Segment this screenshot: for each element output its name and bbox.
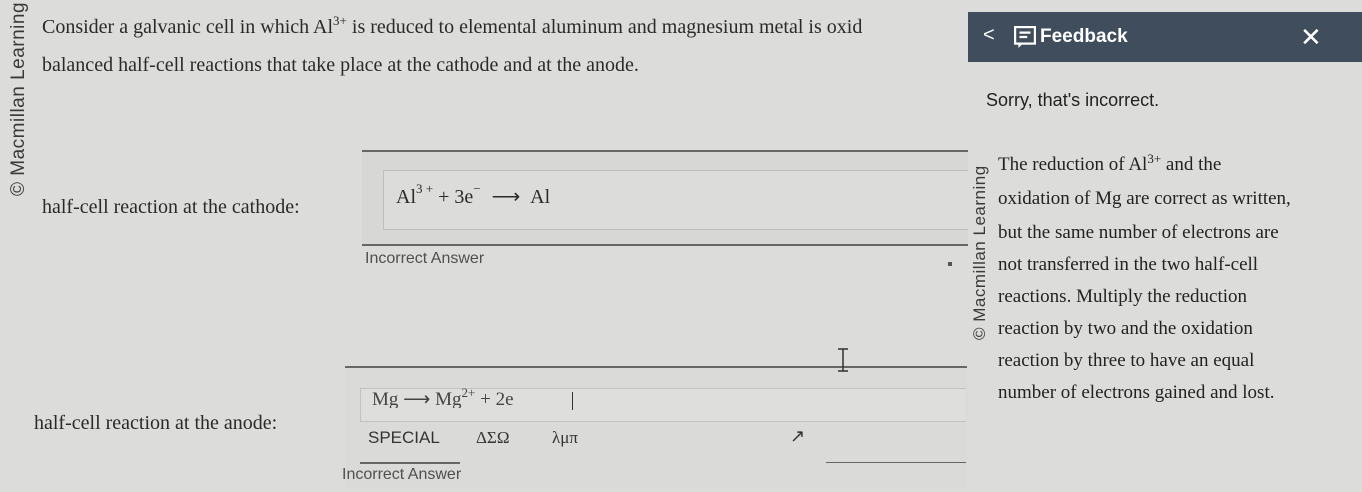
anode-equation bbox=[372, 388, 514, 408]
feedback-body-line-1 bbox=[998, 151, 1222, 176]
anode-left-divider bbox=[360, 462, 460, 464]
watermark-left: © Macmillan Learning bbox=[8, 1, 29, 196]
special-button[interactable]: SPECIAL bbox=[368, 428, 440, 447]
anode-status: Incorrect Answer bbox=[342, 466, 462, 483]
feedback-body-1a: The reduction of Al bbox=[998, 154, 1148, 175]
feedback-body-1b: and the bbox=[1165, 154, 1222, 175]
equation-toolbar bbox=[360, 420, 830, 462]
text-cursor bbox=[572, 392, 573, 410]
feedback-body-line-8: number of electrons gained and lost. bbox=[998, 382, 1275, 403]
ibeam-cursor-icon bbox=[837, 348, 849, 372]
toolbar-divider bbox=[826, 462, 966, 463]
cathode-status: Incorrect Answer bbox=[365, 250, 485, 267]
feedback-body-line-4: not transferred in the two half-cell bbox=[998, 254, 1259, 275]
anode-eq-partial: Mg ⟶ Mg bbox=[372, 389, 462, 408]
question-line-2: balanced half-cell reactions that take place at the cathode and at the anode. bbox=[42, 54, 639, 76]
feedback-body-line-6: reaction by two and the oxidation bbox=[998, 318, 1253, 339]
feedback-body-line-2: oxidation of Mg are correct as written, bbox=[998, 188, 1291, 209]
expand-icon[interactable]: ↗ bbox=[790, 426, 806, 446]
cathode-equation bbox=[396, 181, 551, 209]
question-line-1 bbox=[42, 13, 863, 39]
cathode-reactant: Al bbox=[396, 186, 416, 208]
cathode-label: half-cell reaction at the cathode: bbox=[42, 196, 300, 218]
greek-upper-button[interactable]: ΔΣΩ bbox=[476, 428, 510, 447]
cathode-electrons: + 3e bbox=[438, 186, 474, 208]
feedback-panel bbox=[968, 0, 1362, 492]
question-sup: 3+ bbox=[333, 13, 347, 28]
question-text-b: is reduced to elemental aluminum and magnesium metal is oxid bbox=[351, 16, 863, 38]
feedback-headline: Sorry, that's incorrect. bbox=[986, 90, 1160, 110]
close-icon[interactable]: ✕ bbox=[1300, 22, 1322, 52]
feedback-back-button[interactable]: < bbox=[983, 24, 995, 46]
feedback-body-line-7: reaction by three to have an equal bbox=[998, 350, 1255, 371]
watermark-feedback: © Macmillan Learning bbox=[970, 165, 989, 340]
feedback-icon bbox=[1014, 26, 1036, 48]
reaction-arrow: ⟶ bbox=[491, 186, 521, 208]
anode-eq-tail: + 2e bbox=[480, 389, 514, 408]
cathode-status-marker bbox=[948, 262, 952, 266]
greek-lower-button[interactable]: λμπ bbox=[552, 428, 578, 447]
cathode-product: Al bbox=[530, 186, 551, 208]
anode-eq-charge: 2+ bbox=[461, 388, 476, 400]
feedback-body-line-3: but the same number of electrons are bbox=[998, 222, 1279, 243]
cathode-charge: 3 + bbox=[416, 181, 434, 196]
question-text-a: Consider a galvanic cell in which Al bbox=[42, 16, 334, 38]
anode-label: half-cell reaction at the anode: bbox=[34, 412, 278, 434]
feedback-title: Feedback bbox=[1040, 26, 1128, 47]
feedback-body-sup: 3+ bbox=[1147, 151, 1162, 166]
feedback-body-line-5: reactions. Multiply the reduction bbox=[998, 286, 1248, 307]
electron-charge: − bbox=[473, 181, 481, 196]
